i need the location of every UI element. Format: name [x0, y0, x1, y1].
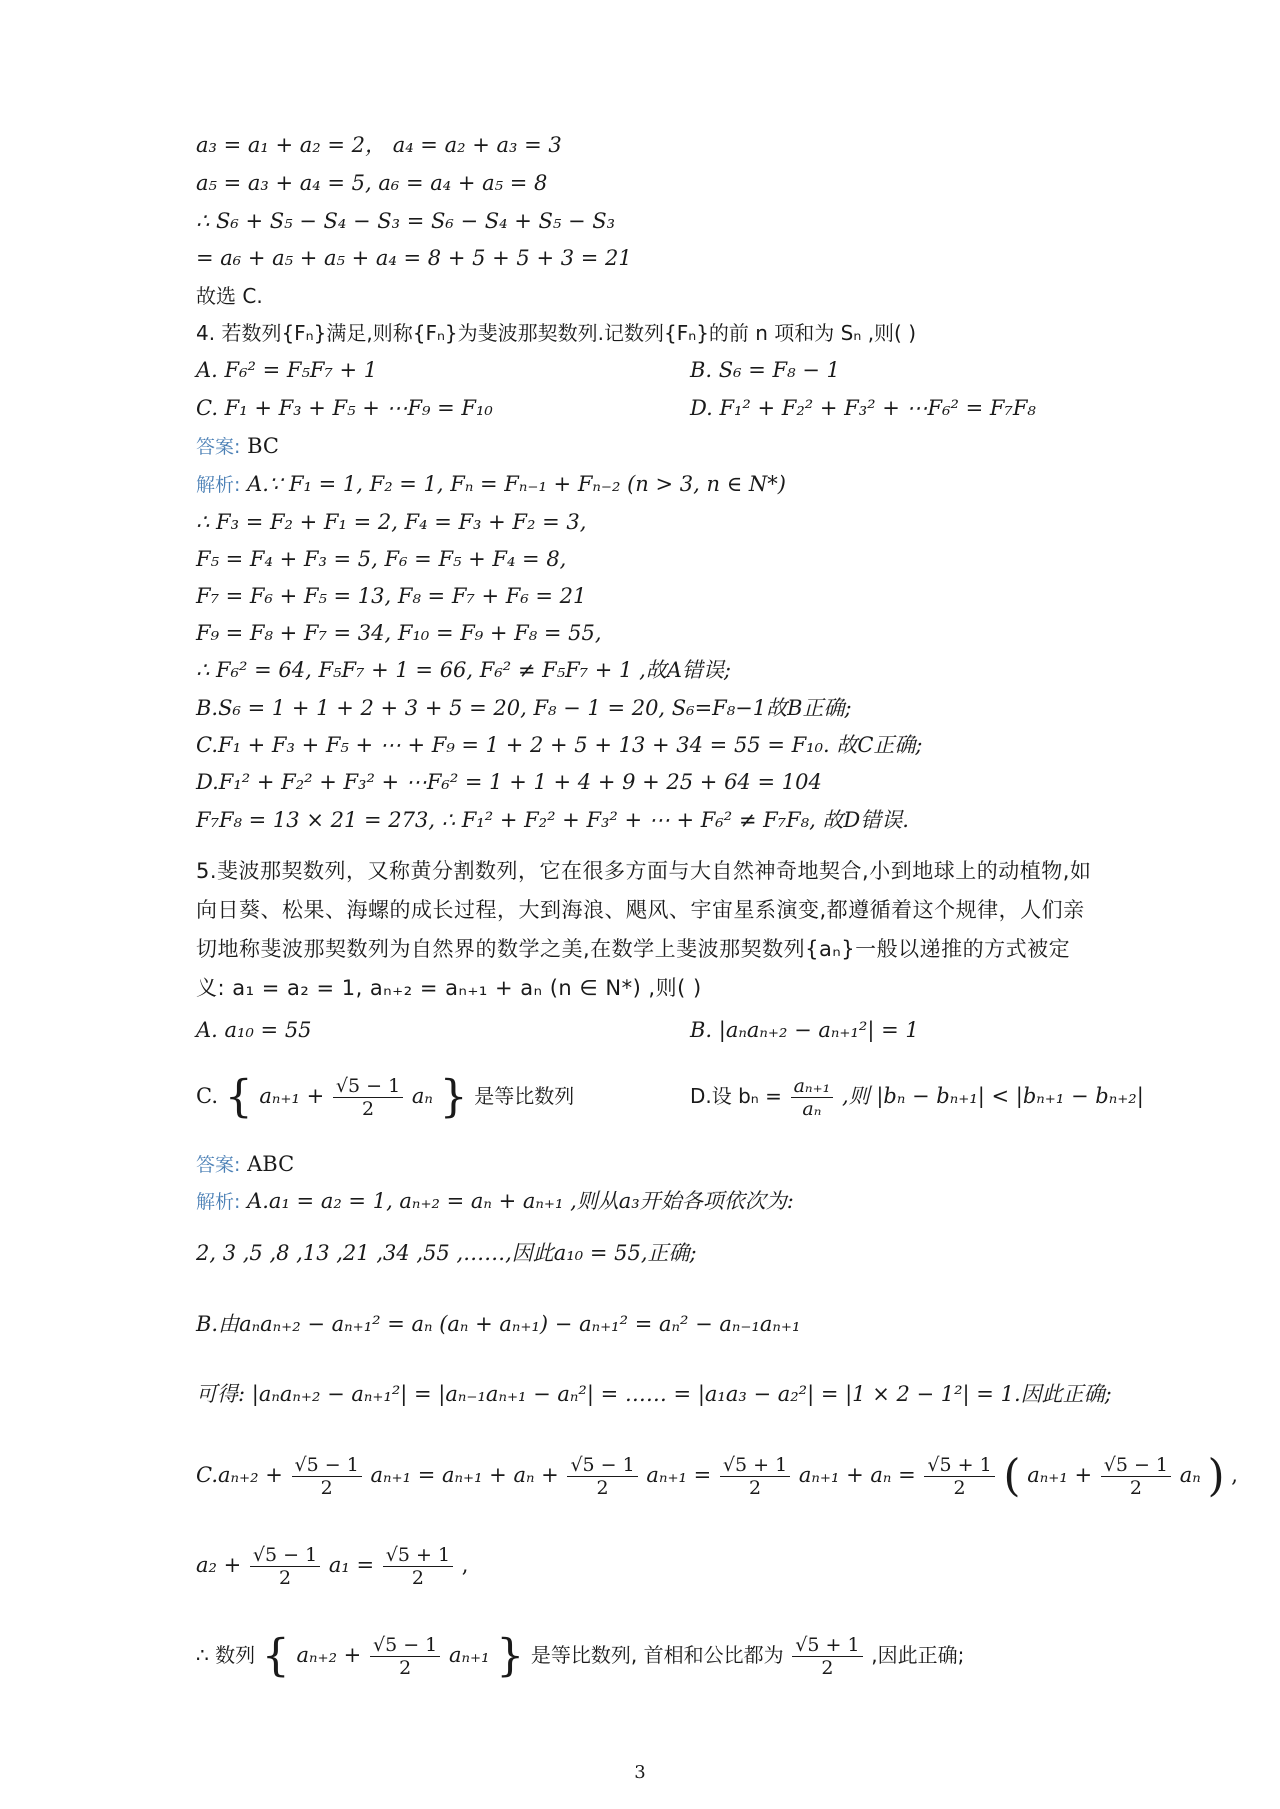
q5-option-c-term2: aₙ — [411, 1084, 433, 1108]
fraction-denominator: 2 — [821, 1657, 834, 1679]
d-end: , — [461, 1553, 469, 1577]
left-brace: { — [224, 1071, 253, 1123]
solution-conclusion: 故选 C. — [196, 284, 263, 308]
q5-option-a: A. a₁₀ = 55 — [196, 1018, 312, 1042]
c-term: aₙ₊₁ + aₙ = — [798, 1463, 916, 1487]
e-term: aₙ₊₂ + — [296, 1643, 362, 1667]
fraction-numerator: √5 − 1 — [1101, 1454, 1171, 1477]
fraction-denominator: 2 — [320, 1477, 333, 1499]
fraction-numerator: aₙ₊₁ — [791, 1075, 834, 1098]
q5-analysis-label: 解析: — [196, 1191, 241, 1213]
fraction-denominator: 2 — [596, 1477, 609, 1499]
q4-analysis-line-6: ∴ F₆² = 64, F₅F₇ + 1 = 66, F₆² ≠ F₅F₇ + 1 ,故A错误; — [196, 658, 731, 682]
fraction-numerator: √5 − 1 — [567, 1454, 637, 1477]
q4-stem: 4. 若数列{Fₙ}满足,则称{Fₙ}为斐波那契数列.记数列{Fₙ}的前 n 项和为 Sₙ ,则( ) — [196, 321, 917, 345]
e-term: aₙ₊₁ — [448, 1643, 490, 1667]
fraction-denominator: aₙ — [802, 1098, 822, 1120]
q5-option-c-label: C. — [196, 1084, 218, 1108]
q5-analysis-d — [196, 1530, 468, 1600]
fraction-denominator: 2 — [749, 1477, 762, 1499]
page-number: 3 — [634, 1762, 646, 1783]
fraction-numerator: √5 − 1 — [292, 1454, 362, 1477]
e-fraction-2 — [792, 1634, 862, 1679]
c-end: , — [1231, 1463, 1238, 1487]
right-brace: } — [496, 1630, 525, 1682]
c-fraction-2 — [567, 1454, 637, 1499]
q4-answer: BC — [247, 434, 279, 458]
fraction-denominator: 2 — [1129, 1477, 1142, 1499]
c-term: aₙ₊₁ = aₙ₊₁ + aₙ + — [370, 1463, 559, 1487]
q4-option-c: C. F₁ + F₃ + F₅ + ⋯F₉ = F₁₀ — [196, 396, 493, 420]
fraction-numerator: √5 − 1 — [370, 1634, 440, 1657]
c-term: aₙ₊₁ = — [646, 1463, 712, 1487]
q4-analysis-line-5: F₉ = F₈ + F₇ = 34, F₁₀ = F₉ + F₈ = 55, — [196, 621, 602, 645]
c-term: C.aₙ₊₂ + — [196, 1463, 283, 1487]
q5-analysis-c — [196, 1440, 1238, 1510]
q5-option-d-label: D.设 bₙ = — [690, 1084, 782, 1108]
q4-analysis-line-2: ∴ F₃ = F₂ + F₁ = 2, F₄ = F₃ + F₂ = 3, — [196, 510, 587, 534]
left-paren: ( — [1003, 1450, 1021, 1502]
q4-analysis-line-10: F₇F₈ = 13 × 21 = 273, ∴ F₁² + F₂² + F₃² + ⋯ + F₆² ≠ F₇F₈, 故D错误. — [196, 808, 909, 832]
c-term: aₙ₊₁ + — [1027, 1463, 1093, 1487]
q4-analysis-line-1: A.∵ F₁ = 1, F₂ = 1, Fₙ = Fₙ₋₁ + Fₙ₋₂ (n > 3, n ∈ N*) — [247, 472, 786, 496]
q4-analysis-line-7: B.S₆ = 1 + 1 + 2 + 3 + 5 = 20, F₈ − 1 = 20, S₆=F₈−1故B正确; — [196, 696, 852, 720]
fraction-numerator: √5 − 1 — [333, 1075, 403, 1098]
q5-option-d-fraction — [791, 1075, 834, 1120]
fraction-denominator: 2 — [279, 1567, 292, 1589]
d-fraction-2 — [383, 1544, 453, 1589]
q5-option-c — [196, 1066, 574, 1126]
fraction-denominator: 2 — [399, 1657, 412, 1679]
q5-option-d — [690, 1066, 1144, 1126]
q4-answer-label: 答案: — [196, 436, 241, 458]
d-term: a₁ = — [328, 1553, 375, 1577]
fraction-numerator: √5 + 1 — [720, 1454, 790, 1477]
e-term: ∴ 数列 — [196, 1643, 256, 1667]
q4-analysis-line-9: D.F₁² + F₂² + F₃² + ⋯F₆² = 1 + 1 + 4 + 9 + 25 + 64 = 104 — [196, 770, 822, 794]
c-fraction-3 — [720, 1454, 790, 1499]
e-fraction-1 — [370, 1634, 440, 1679]
solution-line-1: a₃ = a₁ + a₂ = 2， a₄ = a₂ + a₃ = 3 — [196, 133, 562, 157]
left-brace: { — [261, 1630, 290, 1682]
q4-analysis-row — [196, 470, 786, 499]
solution-line-2: a₅ = a₃ + a₄ = 5, a₆ = a₄ + a₅ = 8 — [196, 171, 548, 195]
fraction-denominator: 2 — [411, 1567, 424, 1589]
c-fraction-4 — [924, 1454, 994, 1499]
q5-option-d-text: ,则 |bₙ − bₙ₊₁| < |bₙ₊₁ − bₙ₊₂| — [841, 1084, 1144, 1108]
q5-analysis-row — [196, 1187, 794, 1216]
q5-analysis-line-1: A.a₁ = a₂ = 1, aₙ₊₂ = aₙ + aₙ₊₁ ,则从a₃开始各项依次为: — [247, 1189, 794, 1213]
fraction-numerator: √5 + 1 — [383, 1544, 453, 1567]
q5-option-b: B. |aₙaₙ₊₂ − aₙ₊₁²| = 1 — [690, 1018, 919, 1042]
right-brace: } — [439, 1071, 468, 1123]
c-fraction-5 — [1101, 1454, 1171, 1499]
right-paren: ) — [1207, 1450, 1225, 1502]
q5-analysis-line-4: 可得: |aₙaₙ₊₂ − aₙ₊₁²| = |aₙ₋₁aₙ₊₁ − aₙ²| = …… = |a₁a₃ − a₂²| = |1 × 2 − 1²| = 1.因此正确; — [196, 1382, 1112, 1406]
fraction-numerator: √5 + 1 — [792, 1634, 862, 1657]
q5-analysis-line-3: B.由aₙaₙ₊₂ − aₙ₊₁² = aₙ (aₙ + aₙ₊₁) − aₙ₊₁² = aₙ² − aₙ₋₁aₙ₊₁ — [196, 1312, 801, 1336]
q4-analysis-label: 解析: — [196, 474, 241, 496]
c-fraction-1 — [292, 1454, 362, 1499]
e-text: 是等比数列, 首相和公比都为 — [530, 1643, 784, 1667]
d-fraction-1 — [250, 1544, 320, 1589]
solution-line-4: = a₆ + a₅ + a₅ + a₄ = 8 + 5 + 5 + 3 = 21 — [196, 246, 632, 270]
q4-option-a: A. F₆² = F₅F₇ + 1 — [196, 358, 378, 382]
q5-answer-label: 答案: — [196, 1154, 241, 1176]
q5-analysis-e — [196, 1620, 964, 1690]
q5-stem: 5.斐波那契数列，又称黄分割数列，它在很多方面与大自然神奇地契合,小到地球上的动植物,如向日葵、松果、海螺的成长过程，大到海浪、飓风、宇宙星系演变,都遵循着这个规律，人们亲切地称斐波那契数列为自然界的数学之美,在数学上斐波那契数列{aₙ}一般以递推的方式被定义: a₁ = a₂ = 1, aₙ₊₂ = aₙ₊₁ + aₙ (n ∈ N*) ,则( ) — [196, 859, 1092, 1000]
q4-option-d: D. F₁² + F₂² + F₃² + ⋯F₆² = F₇F₈ — [690, 396, 1036, 420]
c-term: aₙ — [1179, 1463, 1201, 1487]
fraction-denominator: 2 — [361, 1098, 375, 1120]
d-term: a₂ + — [196, 1553, 242, 1577]
q5-answer: ABC — [247, 1152, 295, 1176]
fraction-denominator: 2 — [953, 1477, 966, 1499]
q5-answer-row — [196, 1150, 294, 1179]
q4-analysis-line-3: F₅ = F₄ + F₃ = 5, F₆ = F₅ + F₄ = 8, — [196, 547, 567, 571]
fraction-numerator: √5 − 1 — [250, 1544, 320, 1567]
q5-option-c-fraction — [333, 1075, 403, 1120]
q4-option-b: B. S₆ = F₈ − 1 — [690, 358, 840, 382]
q4-analysis-line-8: C.F₁ + F₃ + F₅ + ⋯ + F₉ = 1 + 2 + 5 + 13 + 34 = 55 = F₁₀. 故C正确; — [196, 733, 923, 757]
q5-option-c-term1: aₙ₊₁ + — [259, 1084, 325, 1108]
solution-line-3: ∴ S₆ + S₅ − S₄ − S₃ = S₆ − S₄ + S₅ − S₃ — [196, 209, 616, 233]
e-end: ,因此正确; — [871, 1643, 965, 1667]
q4-answer-row — [196, 432, 279, 461]
q5-option-c-text: 是等比数列 — [474, 1084, 575, 1108]
q4-analysis-line-4: F₇ = F₆ + F₅ = 13, F₈ = F₇ + F₆ = 21 — [196, 584, 587, 608]
fraction-numerator: √5 + 1 — [924, 1454, 994, 1477]
q5-analysis-line-2: 2, 3 ,5 ,8 ,13 ,21 ,34 ,55 ,……,因此a₁₀ = 55,正确; — [196, 1241, 697, 1265]
